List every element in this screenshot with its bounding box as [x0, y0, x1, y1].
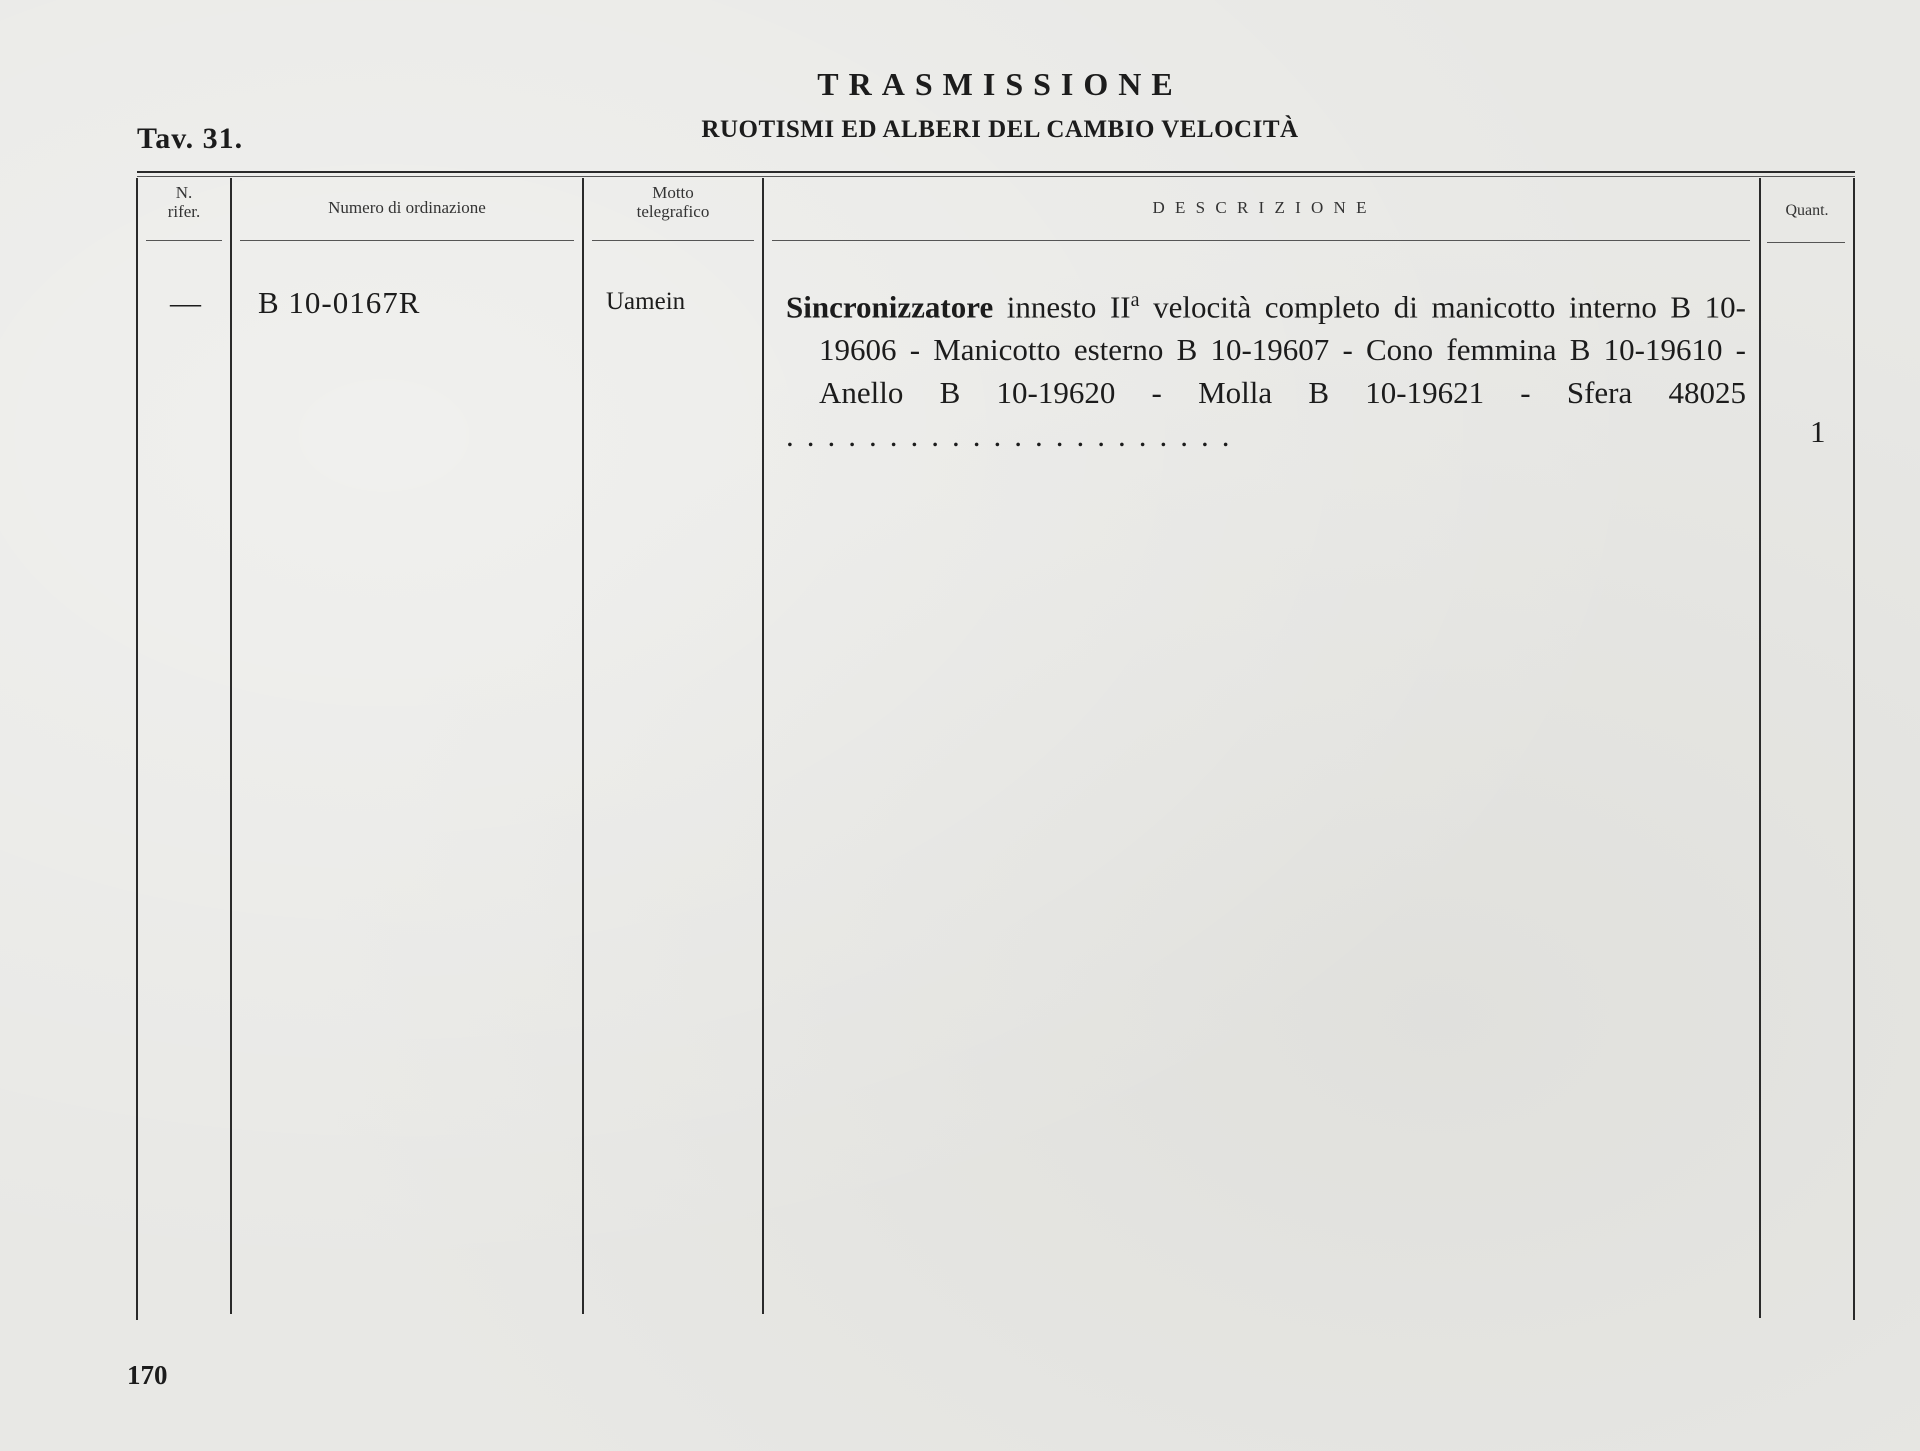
- row-description-bold: Sincronizzatore: [786, 289, 994, 325]
- column-rule-4: [1759, 178, 1761, 1318]
- row-quantity: 1: [1810, 414, 1826, 449]
- column-header-motto-line2: telegrafico: [636, 202, 710, 221]
- column-rule-1: [230, 178, 232, 1314]
- column-header-rif-line2: rifer.: [167, 202, 201, 221]
- column-header-quant: Quant.: [1785, 202, 1829, 219]
- dot-leader: ......................: [786, 418, 1243, 454]
- column-rule-3: [762, 178, 764, 1314]
- column-header-descrizione: D E S C R I Z I O N E: [1152, 198, 1370, 217]
- header-underline-descrizione: [772, 240, 1750, 241]
- row-description-part1: innesto II: [993, 289, 1131, 325]
- plate-number: Tav. 31.: [137, 122, 244, 155]
- header-underline-ordinazione: [240, 240, 574, 241]
- column-rule-left: [136, 178, 138, 1320]
- row-description: [786, 279, 1746, 457]
- header-underline-quant: [1767, 242, 1845, 243]
- row-description-part2: velocità completo di manicotto interno B 10-19606 - Manicotto esterno B 10-19607 - Cono femmina B 10-19610 - Anello B 10-19620 - Molla B 10-19621 - Sfera 48025: [819, 289, 1746, 411]
- row-order-number: B 10-0167R: [258, 285, 421, 320]
- row-description-superscript: a: [1130, 289, 1140, 311]
- column-header-rif-line1: N.: [175, 183, 193, 202]
- page-number: 170: [127, 1360, 168, 1390]
- header-underline-motto: [592, 240, 754, 241]
- row-rif: —: [170, 285, 201, 320]
- table-top-rule: [137, 171, 1855, 173]
- row-telegraphic-code: Uamein: [606, 288, 686, 315]
- header-underline-rif: [146, 240, 222, 241]
- section-subtitle: RUOTISMI ED ALBERI DEL CAMBIO VELOCITÀ: [701, 116, 1299, 143]
- column-header-ordinazione: Numero di ordinazione: [328, 198, 486, 217]
- column-header-rif: [140, 183, 228, 221]
- column-rule-2: [582, 178, 584, 1314]
- column-header-motto: [586, 183, 760, 221]
- table-top-rule-inner: [137, 176, 1855, 177]
- column-header-motto-line1: Motto: [652, 183, 694, 202]
- column-rule-right: [1853, 178, 1855, 1320]
- section-title: TRASMISSIONE: [817, 66, 1183, 102]
